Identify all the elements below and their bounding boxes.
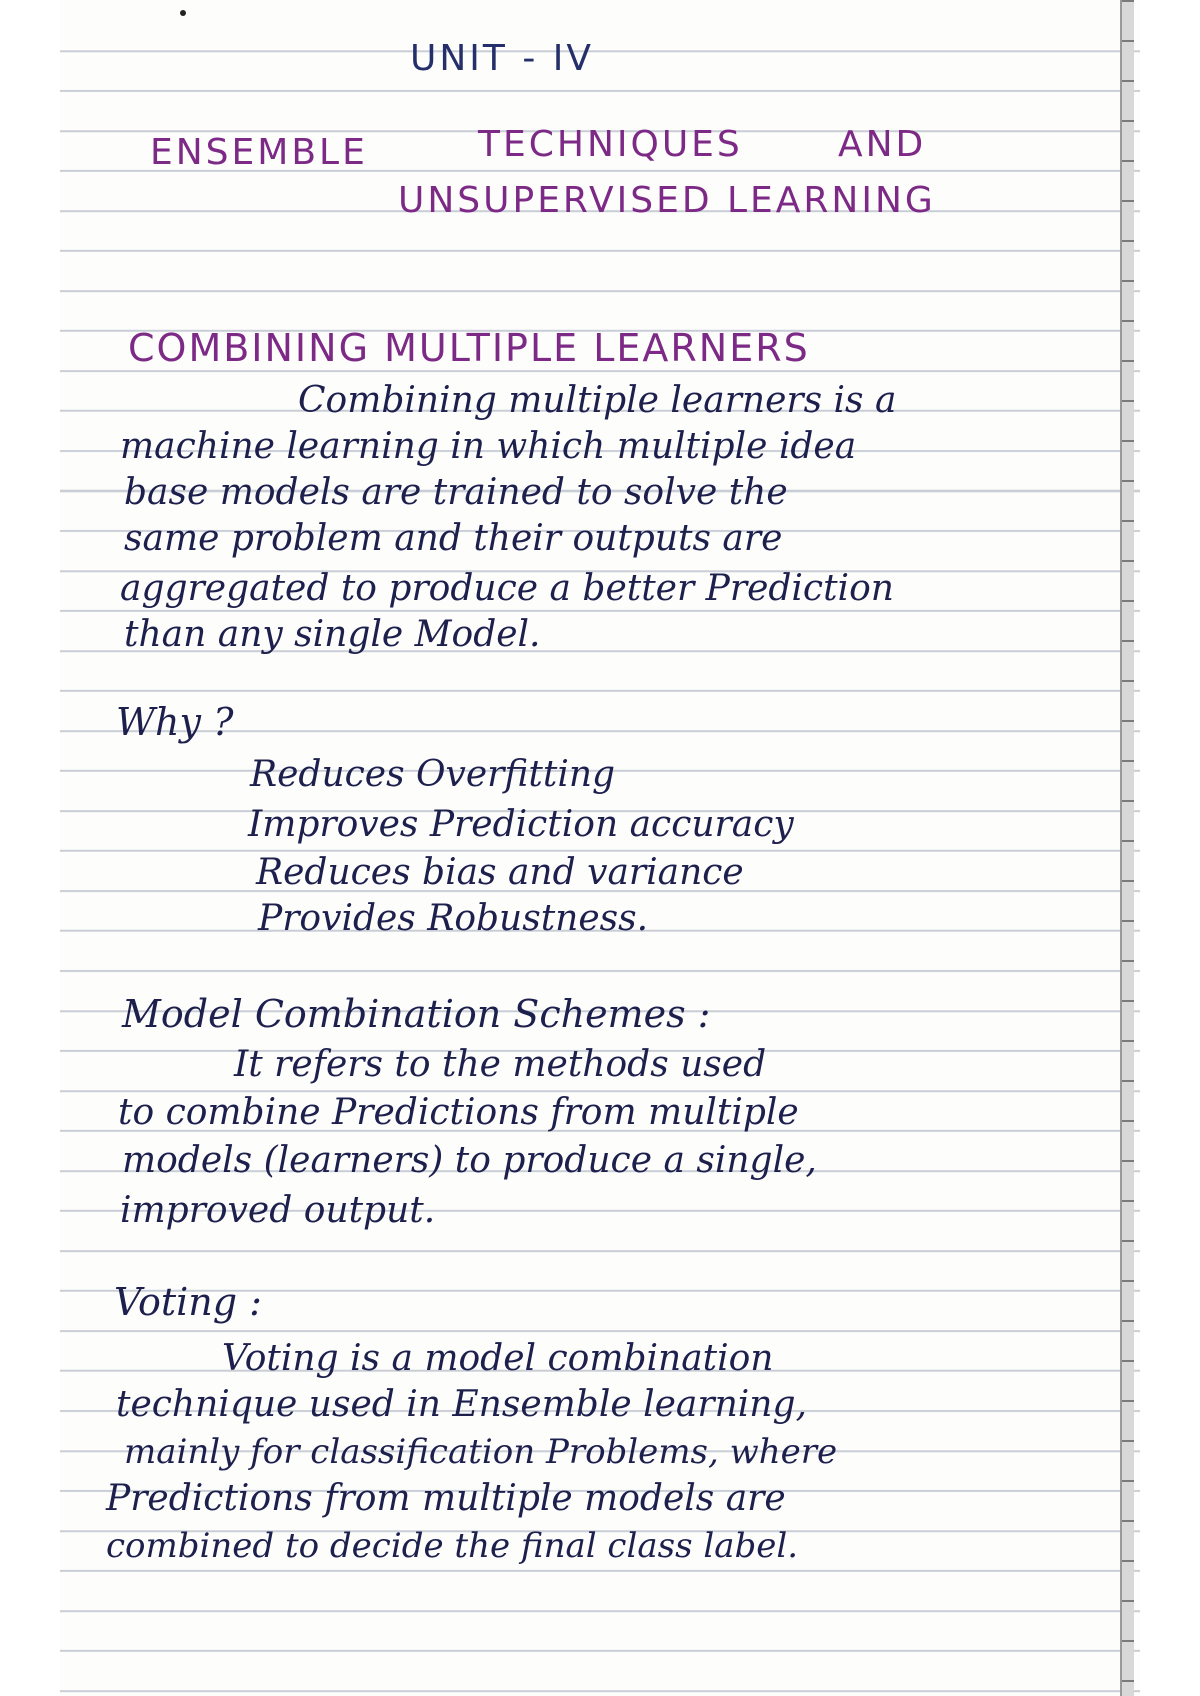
- unit-title: UNIT - IV: [410, 38, 595, 79]
- schemes-line: models (learners) to produce a single,: [122, 1140, 817, 1181]
- why-item: Reduces Overfitting: [250, 754, 616, 795]
- why-label: Why ?: [116, 700, 234, 744]
- main-heading-word-2: TECHNIQUES: [478, 124, 743, 165]
- paragraph-line: machine learning in which multiple idea: [120, 426, 857, 467]
- voting-line: mainly for classification Problems, where: [124, 1432, 838, 1472]
- paragraph-line: base models are trained to solve the: [124, 472, 788, 513]
- main-heading-line-2: UNSUPERVISED LEARNING: [398, 180, 936, 221]
- voting-label: Voting :: [114, 1280, 262, 1324]
- why-item: Improves Prediction accuracy: [248, 804, 794, 845]
- ink-dot: [180, 10, 186, 16]
- schemes-line: to combine Predictions from multiple: [118, 1092, 799, 1133]
- why-item: Reduces bias and variance: [256, 852, 744, 893]
- main-heading-word-3: AND: [838, 124, 927, 165]
- voting-line: Predictions from multiple models are: [106, 1478, 786, 1519]
- voting-line: Voting is a model combination: [222, 1338, 774, 1379]
- voting-line: combined to decide the final class label.: [106, 1526, 799, 1566]
- main-heading-word-1: ENSEMBLE: [150, 132, 368, 173]
- notebook-binding: [1120, 0, 1134, 1696]
- schemes-line: It refers to the methods used: [234, 1044, 767, 1085]
- voting-line: technique used in Ensemble learning,: [116, 1384, 807, 1425]
- why-item: Provides Robustness.: [258, 898, 649, 939]
- schemes-label: Model Combination Schemes :: [122, 992, 711, 1036]
- paragraph-line: Combining multiple learners is a: [298, 380, 897, 421]
- schemes-line: improved output.: [120, 1190, 436, 1231]
- paragraph-line: than any single Model.: [124, 614, 541, 655]
- paragraph-line: aggregated to produce a better Prediction: [120, 568, 894, 609]
- paragraph-line: same problem and their outputs are: [124, 518, 783, 559]
- section-heading-combining: COMBINING MULTIPLE LEARNERS: [128, 326, 810, 370]
